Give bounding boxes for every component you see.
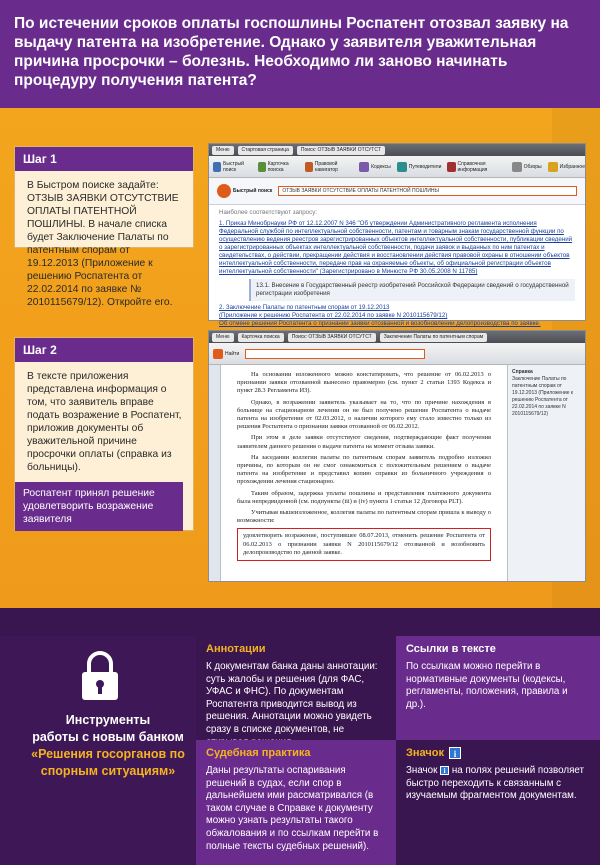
tools-caption <box>28 712 188 780</box>
tile-court-text: Даны результаты оспаривания решений в судах, если спор в дальнейшем ими рассматривался (в таком случае в Справке к документу можно узнать результаты такого обжалования и по ссылкам перейти в полные тексты судебных решений). <box>206 765 379 852</box>
step-2-text: В тексте приложения представлена информация о том, что заявитель вправе подать возражение в Роспатент, приложив документы об уважительной причине просрочки оплаты (справка из больницы). <box>27 371 182 473</box>
info-icon: i <box>449 747 461 759</box>
tab-menu[interactable]: Меню <box>212 146 234 155</box>
guides-button[interactable]: Путеводители <box>397 162 442 172</box>
reference-button[interactable]: Справочная информация <box>447 161 505 173</box>
tab-bar <box>209 331 585 343</box>
reviews-button[interactable]: Обзоры <box>512 162 542 172</box>
search-icon <box>217 184 231 198</box>
tile-annotations-text: К документам банка даны аннотации: суть жалобы и решения (для ФАС, УФАС и ФНС). По документам Роспатента приводится вывод из решения. Аннотации можно увидеть сразу в списке документов, не <box>206 661 378 735</box>
card-icon <box>258 162 266 172</box>
info-pane <box>507 365 585 581</box>
tile-links-title: Ссылки в тексте <box>406 643 496 655</box>
result-item-1-sub[interactable]: 13.1. Внесение в Государственный реестр изобретений Российской Федерации сведений о государственной регистрации изобретения <box>249 279 575 301</box>
search-row <box>209 178 585 205</box>
tools-line-2: работы с новым банком <box>32 730 184 744</box>
legal-navigator-button[interactable]: Правовой навигатор <box>305 161 353 173</box>
result-item-1[interactable]: 1. Приказ Минобрнауки РФ от 12.12.2007 N 346 "Об утверждении Административного регламента исполнения Федеральной службой по интеллектуальной собственности, патентам и товарным знакам государственной функции по осуществлению ведения реестров зарегистрированных объектов интеллектуальной собственности, публикации сведений о зарегистрированных объектах интеллектуальной собственности, подачи заявок и выданных по ним патентах и свидетельствах, о действии, прекращении действия и восстановлении действия правовой охраны в отношении объектов интеллектуальной собственности, передаче прав на охраняемые объекты, об официальной регистрации объектов интеллектуальной собственности" (Зарегистрировано в Минюсте РФ 30.05.2008 N 11785) <box>219 220 573 275</box>
tile-annotations <box>196 636 396 740</box>
find-in-text[interactable]: Найти <box>213 349 239 359</box>
guides-icon <box>397 162 407 172</box>
doc-paragraph: Таким образом, задержка уплаты пошлины и представления платежного документа была непредвиденной (см. подпункты (iii) и (iv) пункта 1 статьи 12 Договора PLT). <box>237 489 491 505</box>
doc-paragraph: На заседании коллегии палаты по патентным спорам заявитель подробно изложил причины, по которым он не смог ознакомиться с положительным решением о выдаче патента на изобретение и представил копию справки из больничного учреждения о прохождении лечения стационарно. <box>237 453 491 486</box>
result-item-2[interactable]: 2. Заключение Палаты по патентным спорам от 19.12.2013 <box>219 304 390 311</box>
screenshot-document <box>208 330 586 582</box>
step-2-note: Роспатент принял решение удовлетворить возражение заявителя <box>15 482 183 531</box>
document-toolbar <box>209 343 585 365</box>
page-title: По истечении сроков оплаты госпошлины Роспатент отозвал заявку на выдачу патента на изобретение. Однако у заявителя уважительная причина просрочки – болезнь. Необходимо ли заново начинать процедуру получения патента? <box>14 15 569 89</box>
header <box>0 0 600 108</box>
tab-search[interactable]: Поиск: ОТЗЫВ ЗАЯВКИ ОТСУТСТ <box>288 333 376 342</box>
tab-menu[interactable]: Меню <box>212 333 234 342</box>
reference-icon <box>447 162 455 172</box>
tile-court-practice <box>196 740 396 865</box>
result-item-2-sub[interactable]: (Приложение к решению Роспатента от 22.02.2014 по заявке N 2010115679/12) <box>219 312 448 319</box>
tab-search[interactable]: Поиск: ОТЗЫВ ЗАЯВКИ ОТСУТСТ <box>297 146 385 155</box>
tab-start[interactable]: Стартовая страница <box>238 146 293 155</box>
tile-badge <box>396 740 600 865</box>
left-pane <box>209 365 221 581</box>
step-2-box <box>14 337 194 531</box>
info-pane-text: Заключение Палаты по патентным спорам от 19.12.2013 (Приложение к решению Роспатента от 22.02.2014 по заявке N 2010115679/12) <box>512 376 573 417</box>
tab-bar <box>209 144 585 156</box>
screenshot-quick-search <box>208 143 586 327</box>
lock-icon <box>80 650 120 702</box>
tile-court-title: Судебная практика <box>206 747 311 759</box>
step-1-box <box>14 146 194 308</box>
search-input[interactable]: ОТЗЫВ ЗАЯВКИ ОТСУТСТВИЕ ОПЛАТЫ ПАТЕНТНОЙ ПОШЛИНЫ <box>278 186 577 196</box>
tools-line-1: Инструменты <box>65 713 151 727</box>
tile-links-text: По ссылкам можно перейти в нормативные документы (кодексы, регламенты, положения, правила и др.). <box>406 661 568 710</box>
tools-highlight: «Решения госорганов по спорным ситуациям» <box>31 747 185 778</box>
info-pane-title: Справка <box>512 369 533 375</box>
doc-paragraph: На основании изложенного можно констатировать, что решение от 06.02.2013 о признании заявки отозванной вынесено правомерно (см. пункт 2 статьи 1393 Кодекса и пункт 28.3 Регламента ИЗ). <box>237 371 491 395</box>
search-card-button[interactable]: Карточка поиска <box>258 161 299 173</box>
step-2-title: Шаг 2 <box>15 338 193 362</box>
doc-paragraph: Учитывая вышеизложенное, коллегия палаты по патентным спорам пришла к выводу о возможности: <box>237 509 491 525</box>
highlighted-decision: удовлетворить возражение, поступившее 08.07.2013, отменить решение Роспатента от 06.02.2013 о признании заявки N 2010115679/12 отозванной и возобновить делопроизводство по данной заявке. <box>237 528 491 561</box>
info-icon: i <box>440 766 449 775</box>
document-text <box>221 365 507 567</box>
star-icon <box>548 162 558 172</box>
search-icon <box>213 162 221 172</box>
tile-annotations-title: Аннотации <box>206 643 266 655</box>
tile-badge-text: Значок i на полях решений позволяет быстро переходить к связанным с изучаемым фрагментом документам. <box>406 765 585 802</box>
tab-document[interactable]: Заключение Палаты по патентным спорам <box>380 333 487 342</box>
results-list <box>209 205 585 332</box>
tile-links <box>396 636 600 740</box>
step-1-title: Шаг 1 <box>15 147 193 171</box>
codes-icon <box>359 162 369 172</box>
result-item-2-sub2[interactable]: Об отмене решения Роспатента о признании заявки отозванной и возобновлении делопроизводства по заявке. <box>219 320 541 327</box>
codes-button[interactable]: Кодексы <box>359 162 391 172</box>
favorites-button[interactable]: Избранное <box>548 162 585 172</box>
reviews-icon <box>512 162 522 172</box>
search-label: Быстрый поиск <box>217 184 272 198</box>
doc-paragraph: При этом в деле заявки отсутствуют сведения, подтверждающие факт получения заявителем данного решения о выдаче патента на момент отзыва заявки. <box>237 434 491 450</box>
step-1-text: В Быстром поиске задайте: ОТЗЫВ ЗАЯВКИ ОТСУТСТВИЕ ОПЛАТЫ ПАТЕНТНОЙ ПОШЛИНЫ. В начале списка будет Заключение Палаты по патентным спорам от 19.12.2013 (Приложение к решению Роспатента от 22.02.2014 по заявке № 2010115679/12). Откройте его. <box>27 180 179 308</box>
results-caption: Наиболее соответствуют запросу: <box>219 209 318 216</box>
navigator-icon <box>305 162 313 172</box>
tile-badge-title: Значок i <box>406 747 590 759</box>
doc-paragraph: Однако, в возражении заявитель указывает на то, что по причине нахождения в больнице на стационарном лечении он не был получено решение Роспатента о выдаче патента на изобретение от 02.03.2012, о наличии которого ему стало известно только из решения Роспатента о признании заявки отозванной от 06.02.2012. <box>237 398 491 431</box>
tab-search-card[interactable]: Карточка поиска <box>238 333 284 342</box>
find-input[interactable] <box>245 349 425 359</box>
main-toolbar <box>209 156 585 178</box>
quick-search-button[interactable]: Быстрый поиск <box>213 161 252 173</box>
search-icon <box>213 349 223 359</box>
